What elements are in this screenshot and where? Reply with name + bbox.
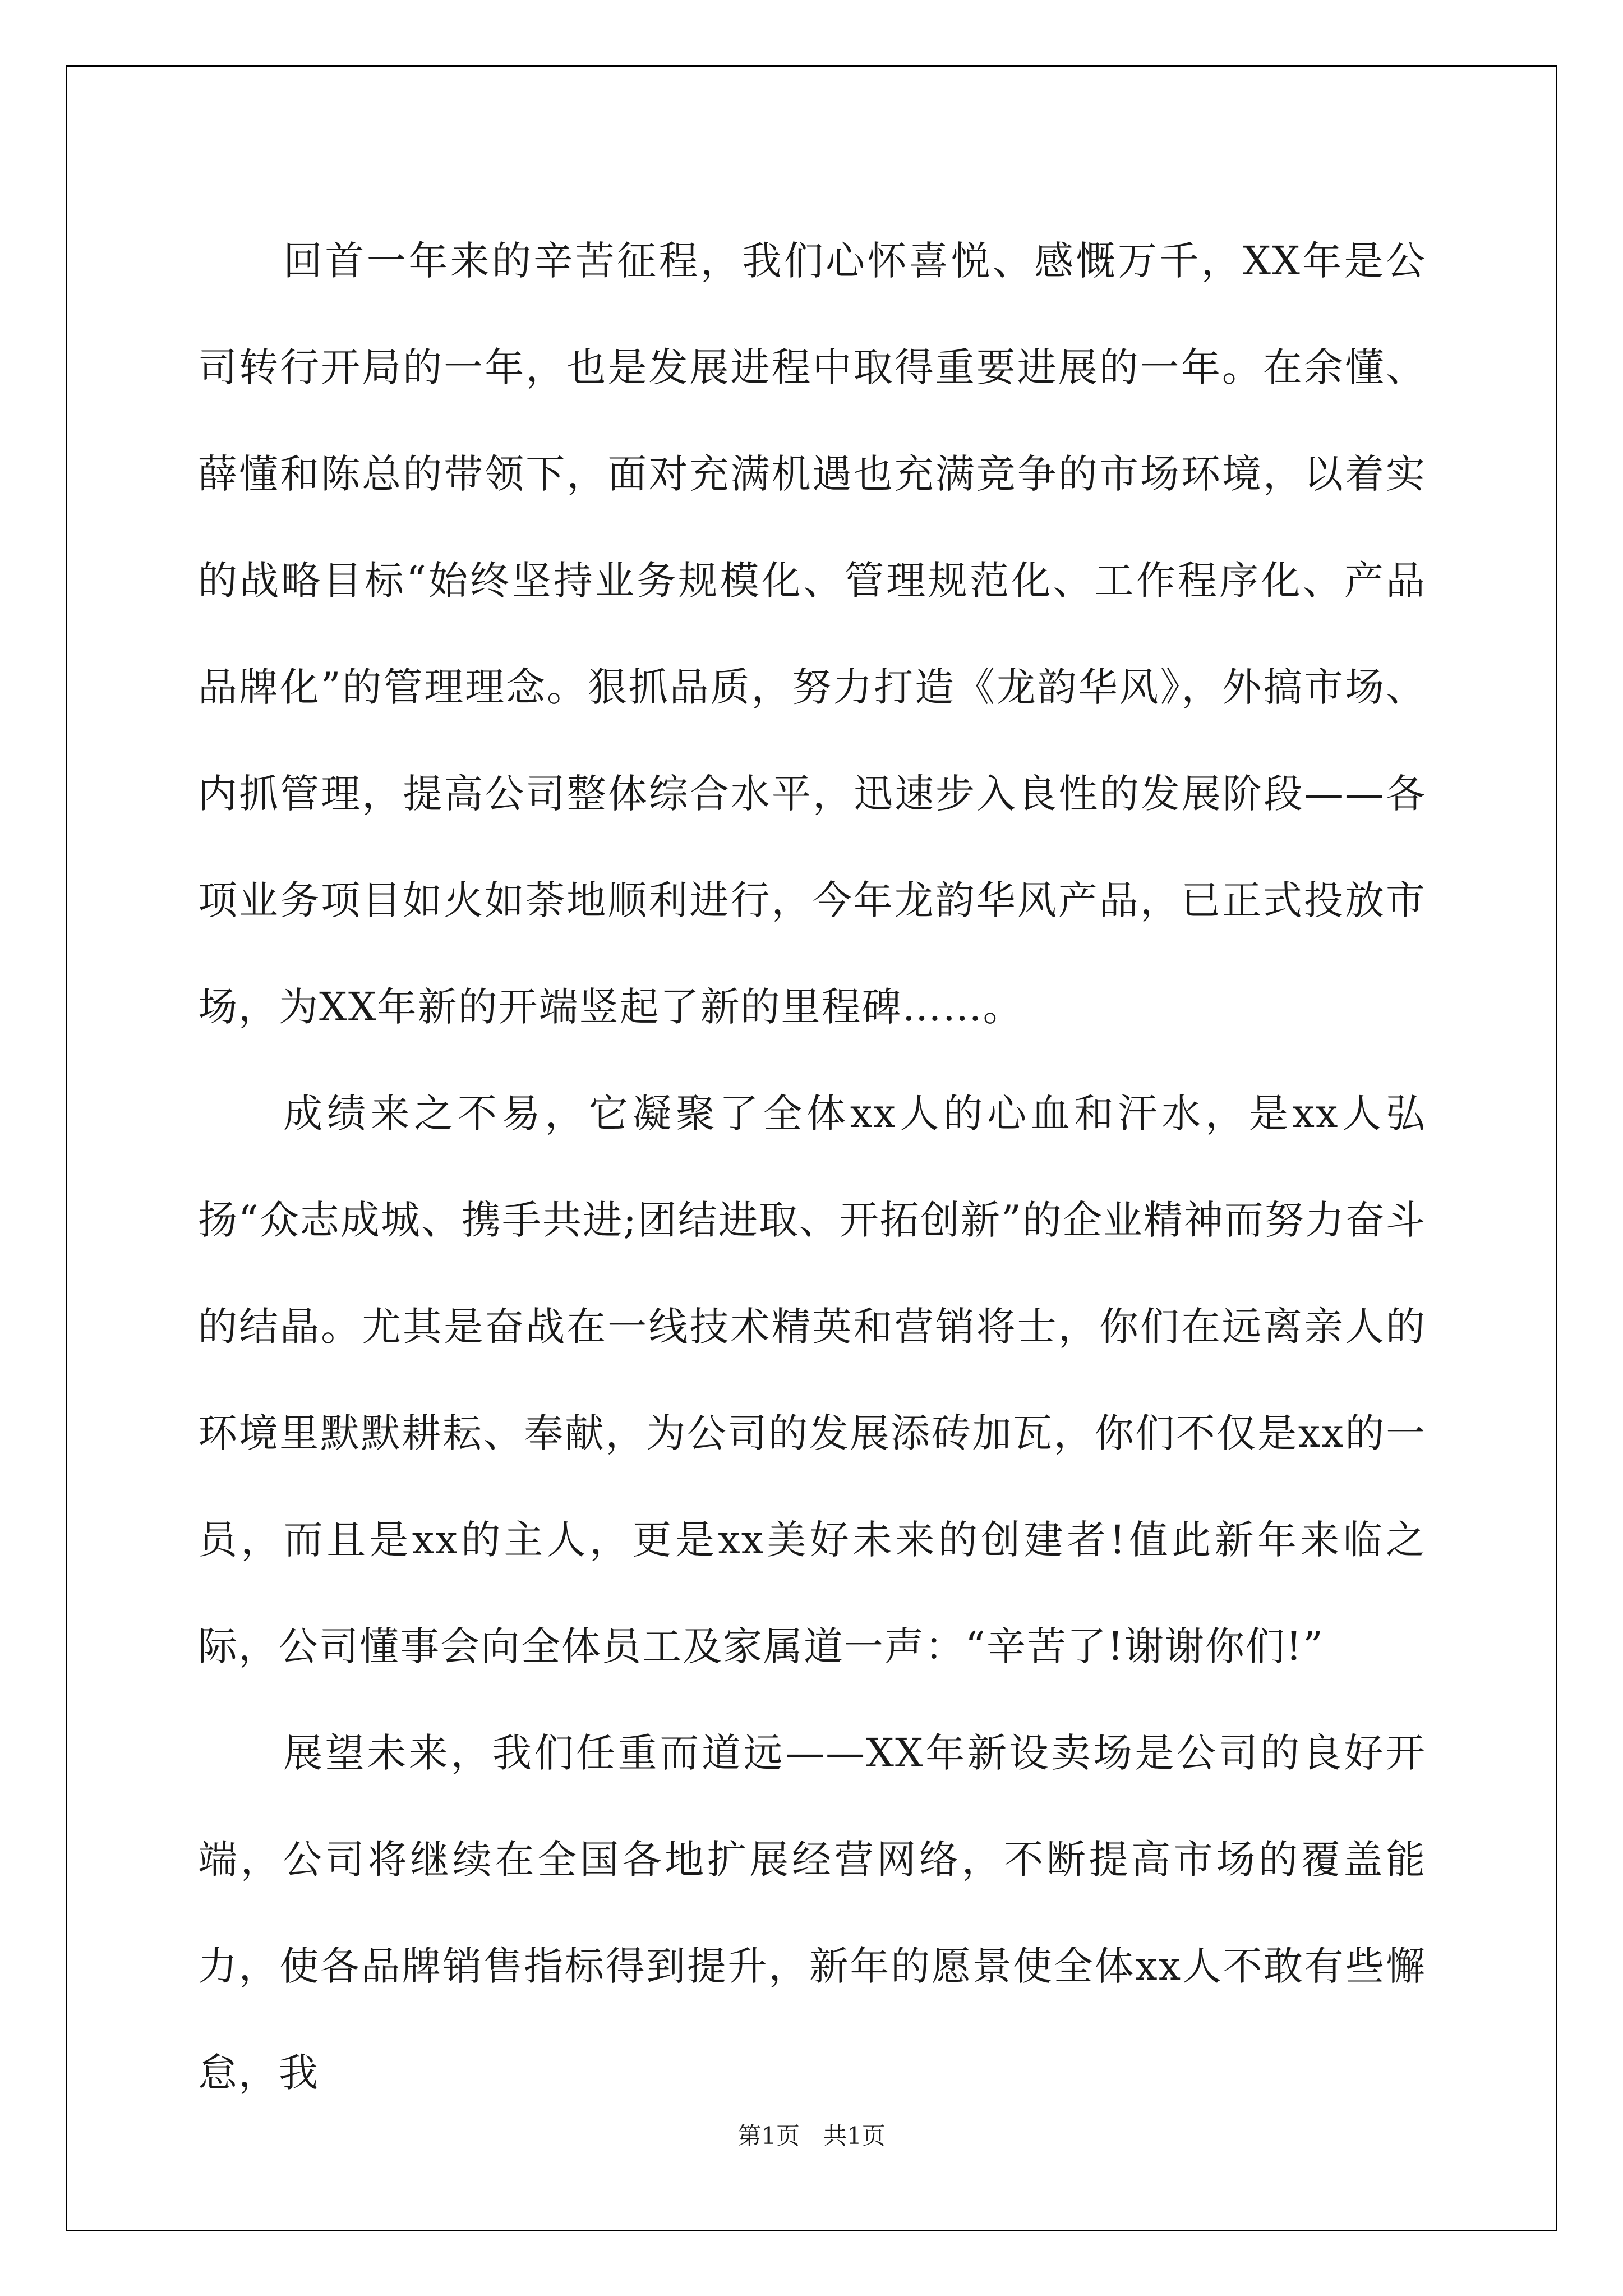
paragraph-review: 回首一年来的辛苦征程，我们心怀喜悦、感慨万千，XX年是公司转行开局的一年，也是发展进程中取得重要进展的一年。在余懂、薛懂和陈总的带领下，面对充满机遇也充满竞争的市场环境，以着实的战略目标“始终坚持业务规模化、管理规范化、工作程序化、产品品牌化”的管理理念。狠抓品质，努力打造《龙韵华风》，外搞市场、内抓管理，提高公司整体综合水平，迅速步入良性的发展阶段——各项业务项目如火如荼地顺利进行，今年龙韵华风产品，已正式投放市场，为XX年新的开端竖起了新的里程碑……。 (198, 238, 1426, 1030)
page-number-footer: 第1页 共1页 (737, 2122, 886, 2150)
paragraph-achievements: 成绩来之不易，它凝聚了全体xx人的心血和汗水，是xx人弘扬“众志成城、携手共进;团结进取、开拓创新”的企业精神而努力奋斗的结晶。尤其是奋战在一线技术精英和营销将士，你们在远离亲人的环境里默默耕耘、奉献，为公司的发展添砖加瓦，你们不仅是xx的一员，而且是xx的主人，更是xx美好未来的创建者!值此新年来临之际，公司懂事会向全体员工及家属道一声：“辛苦了!谢谢你们!” (198, 1091, 1427, 1669)
document-body (198, 208, 1426, 2126)
paragraph-outlook: 展望未来，我们任重而道远——XX年新设卖场是公司的良好开端，公司将继续在全国各地扩展经营网络，不断提高市场的覆盖能力，使各品牌销售指标得到提升，新年的愿景使全体xx人不敢有些懈怠，我 (198, 1730, 1427, 2096)
